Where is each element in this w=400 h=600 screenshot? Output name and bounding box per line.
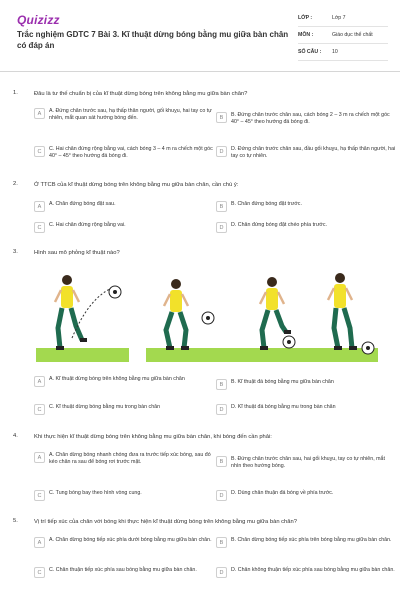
option-d[interactable]	[216, 404, 396, 415]
option-letter: C	[34, 146, 45, 157]
option-d[interactable]	[216, 222, 396, 233]
player-figure-4	[328, 273, 357, 350]
option-letter: B	[216, 456, 227, 467]
question-text: Khi thực hiện kĩ thuật dừng bóng trên không bằng mu giữa bàn chân, khi bóng đến cần phải:	[34, 434, 272, 440]
option-letter: B	[216, 537, 227, 548]
option-d[interactable]	[216, 567, 396, 578]
option-b[interactable]	[216, 456, 396, 470]
option-b[interactable]	[216, 112, 396, 126]
option-letter: C	[34, 567, 45, 578]
option-text: D. Dùng chân thuận đá bóng về phía trước.	[231, 490, 334, 496]
question-number: 2.	[13, 181, 18, 187]
option-b[interactable]	[216, 379, 396, 390]
option-a[interactable]	[34, 201, 214, 212]
option-text: D. Kĩ thuật đá bóng bằng mu trong bàn chân	[231, 404, 336, 410]
player-figure-1	[55, 275, 87, 350]
option-text: C. Chân thuận tiếp xúc phía sau bóng bằng mu giữa bàn chân.	[49, 567, 197, 573]
question-text: Hình sau mô phỏng kĩ thuật nào?	[34, 250, 120, 256]
option-letter: D	[216, 146, 227, 157]
option-letter: D	[216, 222, 227, 233]
football-1	[109, 286, 121, 298]
option-letter: C	[34, 490, 45, 501]
option-text: B. Đứng chân trước chân sau, hai gối khuỵu, tay co tự nhiên, mắt nhìn theo hướng bóng.	[231, 456, 385, 470]
option-letter: B	[216, 201, 227, 212]
option-text: D. Đứng chân trước chân sau, đầu gối khuỵu, hạ thấp thân người, hai tay co tự nhiên.	[231, 146, 396, 160]
option-text: B. Chân đứng bóng đặt trước.	[231, 201, 302, 207]
option-text: A. Chân dừng bóng tiếp xúc phía dưới bóng bằng mu giữa bàn chân.	[49, 537, 212, 543]
technique-illustration	[34, 268, 378, 364]
option-text: A. Đứng chân trước sau, hạ thấp thân người, gối khuỵu, hai tay co tự nhiên, mắt quan sát hướng bóng đến.	[49, 108, 212, 122]
option-text: A. Kĩ thuật dừng bóng trên không bằng mu giữa bàn chân	[49, 376, 185, 382]
option-text: B. Đứng chân trước chân sau, cách bóng 2 – 3 m ra chếch một góc 40° – 45° theo hướng đá bóng đi.	[231, 112, 390, 126]
meta-count	[298, 44, 388, 61]
meta-subject	[298, 27, 388, 44]
option-text: D. Chân không thuận tiếp xúc phía sau bóng bằng mu giữa bàn chân.	[231, 567, 395, 573]
option-text: A. Chân đứng bóng đặt sau.	[49, 201, 116, 207]
option-text: C. Hai chân đứng rộng bằng vai, cách bóng 3 – 4 m ra chếch một góc 40° – 45° theo hướng đá bóng đi.	[49, 146, 213, 160]
option-letter: A	[34, 108, 45, 119]
option-text: C. Tung bóng bay theo hình vòng cung.	[49, 490, 142, 496]
question-text: Vị trí tiếp xúc của chân với bóng khi thực hiện kĩ thuật dừng bóng trên không bằng mu giữa bàn chân?	[34, 519, 297, 525]
option-c[interactable]	[34, 146, 214, 160]
option-a[interactable]	[34, 452, 214, 466]
meta-key: LỚP :	[298, 15, 313, 21]
option-c[interactable]	[34, 222, 214, 233]
option-a[interactable]	[34, 108, 214, 122]
option-text: B. Chân dừng bóng tiếp xúc phía trên bóng bằng mu giữa bàn chân.	[231, 537, 392, 543]
meta-class	[298, 10, 388, 27]
option-letter: A	[34, 201, 45, 212]
option-d[interactable]	[216, 490, 396, 501]
football-3	[283, 336, 295, 348]
option-letter: B	[216, 379, 227, 390]
option-c[interactable]	[34, 490, 214, 501]
option-letter: A	[34, 452, 45, 463]
option-text: C. Kĩ thuật dừng bóng bằng mu trong bàn chân	[49, 404, 161, 410]
player-figure-2	[164, 279, 189, 350]
option-letter: D	[216, 567, 227, 578]
option-letter: D	[216, 404, 227, 415]
meta-panel	[298, 10, 388, 61]
option-b[interactable]	[216, 537, 396, 548]
question-number: 4.	[13, 433, 18, 439]
worksheet-header	[0, 0, 400, 72]
worksheet-title: Trắc nghiệm GDTC 7 Bài 3. Kĩ thuật dừng bóng bằng mu giữa bàn chân có đáp án	[17, 30, 289, 50]
question-text: Ở TTCB của kĩ thuật dừng bóng trên không bằng mu giữa bàn chân, cần chú ý:	[34, 182, 239, 188]
option-c[interactable]	[34, 567, 214, 578]
option-letter: B	[216, 112, 227, 123]
option-text: D. Chân đứng bóng đặt chéo phía trước.	[231, 222, 327, 228]
question-text: Đâu là tư thế chuẩn bị của kĩ thuật dừng bóng trên không bằng mu giữa bàn chân?	[34, 91, 248, 97]
quizizz-logo: Quizizz	[17, 13, 60, 27]
option-a[interactable]	[34, 537, 214, 548]
meta-value: Lớp 7	[332, 15, 346, 21]
meta-value: Giáo dục thể chất	[332, 32, 373, 38]
question-number: 5.	[13, 518, 18, 524]
question-number: 1.	[13, 90, 18, 96]
option-letter: D	[216, 490, 227, 501]
option-c[interactable]	[34, 404, 214, 415]
option-text: B. Kĩ thuật đá bóng bằng mu giữa bàn chân	[231, 379, 334, 385]
meta-value: 10	[332, 49, 338, 55]
grass-panel-right	[146, 348, 378, 362]
question-number: 3.	[13, 249, 18, 255]
option-letter: C	[34, 404, 45, 415]
meta-key: MÔN :	[298, 32, 314, 38]
option-letter: A	[34, 376, 45, 387]
option-letter: C	[34, 222, 45, 233]
football-2	[202, 312, 214, 324]
football-4	[362, 342, 374, 354]
option-letter: A	[34, 537, 45, 548]
option-d[interactable]	[216, 146, 396, 160]
option-b[interactable]	[216, 201, 396, 212]
option-a[interactable]	[34, 376, 214, 387]
option-text: C. Hai chân đứng rộng bằng vai.	[49, 222, 126, 228]
option-text: A. Chân dừng bóng nhanh chóng đưa ra trước tiếp xúc bóng, sau đó kéo chân ra sau để bóng rơi trước mặt.	[49, 452, 211, 466]
meta-key: SỐ CÂU :	[298, 49, 322, 55]
grass-panel-left	[36, 348, 129, 362]
